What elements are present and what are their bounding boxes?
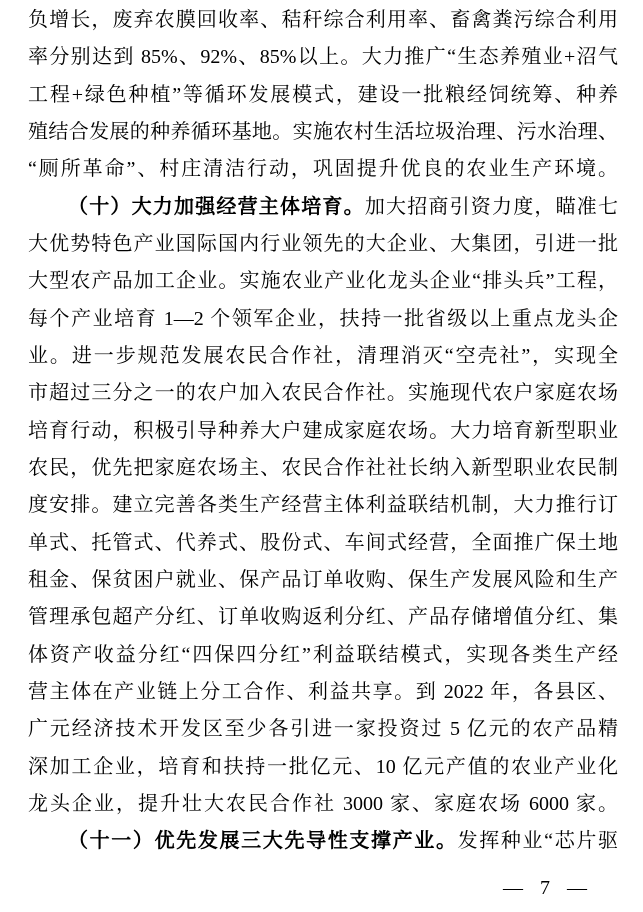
- text-line: 每个产业培育 1—2 个领军企业，扶持一批省级以上重点龙头企: [28, 307, 618, 330]
- text-line: 培育行动，积极引导种养大户建成家庭农场。大力培育新型职业: [28, 419, 618, 442]
- text-line: 体资产收益分红“四保四分红”利益联结模式，实现各类生产经: [28, 643, 618, 666]
- text-line: 单式、托管式、代养式、股份式、车间式经营，全面推广保土地: [28, 531, 618, 554]
- text-line: 负增长，废弃农膜回收率、秸秆综合利用率、畜禽粪污综合利用: [28, 9, 618, 31]
- text-line: 管理承包超产分红、订单收购返利分红、产品存储增值分红、集: [28, 606, 618, 629]
- paragraph-section-11: [28, 823, 618, 860]
- text-line: [28, 823, 618, 860]
- text-line: [28, 189, 618, 226]
- text-line: 殖结合发展的种养循环基地。实施农村生活垃圾治理、污水治理、: [28, 120, 618, 143]
- text-line: 农民，优先把家庭农场主、农民合作社社长纳入新型职业农民制: [28, 456, 618, 479]
- text-line: 度安排。建立完善各类生产经营主体利益联结机制，大力推行订: [28, 494, 618, 517]
- text-line: 营主体在产业链上分工合作、利益共享。到 2022 年，各县区、: [28, 680, 618, 703]
- text-line: 广元经济技术开发区至少各引进一家投资过 5 亿元的农产品精: [28, 718, 618, 741]
- text-line: 大型农产品加工企业。实施农业产业化龙头企业“排头兵”工程，: [28, 270, 618, 293]
- paragraph-continued: [28, 2, 618, 189]
- text-line: “厕所革命”、村庄清洁行动，巩固提升优良的农业生产环境。: [28, 158, 618, 181]
- paragraph-section-10: [28, 189, 618, 824]
- text-line: 租金、保贫困户就业、保产品订单收购、保生产发展风险和生产: [28, 568, 618, 591]
- text-run: 发挥种业“芯片驱: [457, 830, 618, 853]
- text-line: 大优势特色产业国际国内行业领先的大企业、大集团，引进一批: [28, 232, 618, 255]
- document-body: [28, 2, 618, 861]
- section-heading: （十一）优先发展三大先导性支撑产业。: [68, 830, 458, 853]
- text-line: 深加工企业，培育和扶持一批亿元、10 亿元产值的农业产业化: [28, 755, 618, 778]
- section-heading: （十）大力加强经营主体培育。: [68, 195, 365, 218]
- text-line: 龙头企业，提升壮大农民合作社 3000 家、家庭农场 6000 家。: [28, 792, 618, 815]
- text-line: 工程+绿色种植”等循环发展模式，建设一批粮经饲统筹、种养: [28, 83, 618, 106]
- text-line: 业。进一步规范发展农民合作社，清理消灭“空壳社”，实现全: [28, 344, 618, 367]
- page-number-footer: — 7 —: [503, 877, 587, 899]
- text-line: 市超过三分之一的农户加入农民合作社。实施现代农户家庭农场: [28, 382, 618, 405]
- text-run: 加大招商引资力度，瞄准七: [364, 195, 618, 218]
- text-line: 率分别达到 85%、92%、85%以上。大力推广“生态养殖业+沼气: [28, 46, 618, 69]
